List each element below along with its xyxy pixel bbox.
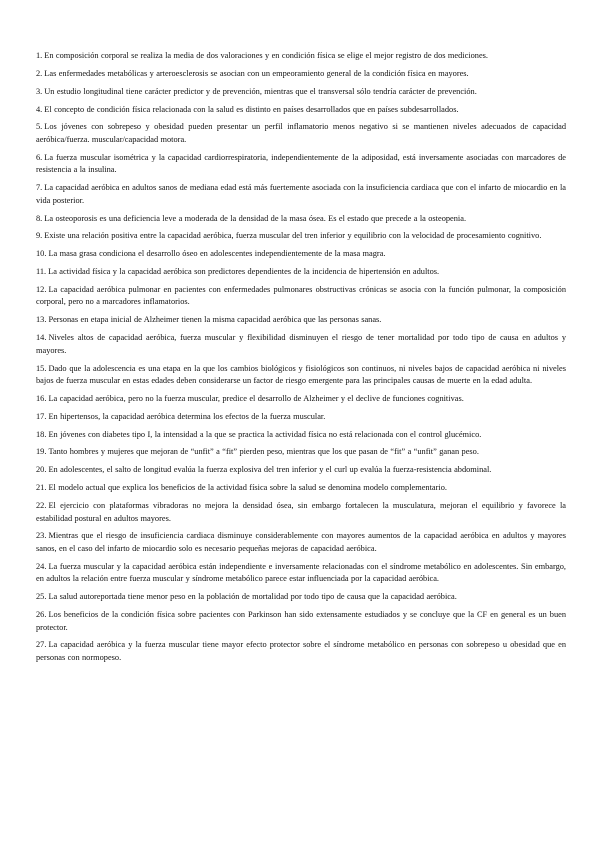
item-number: 10.: [36, 249, 47, 259]
item-number: 5.: [36, 122, 43, 132]
item-number: 19.: [36, 447, 47, 457]
list-item: [36, 213, 566, 226]
item-text: La osteoporosis es una deficiencia leve a moderada de la densidad de la masa ósea. Es el estado que precede a la osteopenia.: [44, 213, 467, 223]
item-number: 4.: [36, 104, 43, 114]
item-number: 16.: [36, 393, 47, 403]
list-item: [36, 152, 566, 177]
item-text: El concepto de condición física relacionada con la salud es distinto en países desarrollados que en países subdesarrollados.: [44, 104, 459, 114]
item-text: La fuerza muscular isométrica y la capacidad cardiorrespiratoria, independientemente de la adiposidad, está inversamente asociadas con marcadores de resistencia a la insulina.: [36, 152, 566, 175]
item-text: Personas en etapa inicial de Alzheimer tienen la misma capacidad aeróbica que las personas sanas.: [48, 315, 382, 325]
list-item: [36, 314, 566, 327]
list-item: [36, 332, 566, 357]
item-number: 20.: [36, 465, 47, 475]
list-item: [36, 464, 566, 477]
statement-list: [36, 50, 566, 665]
list-item: [36, 591, 566, 604]
item-text: La masa grasa condiciona el desarrollo óseo en adolescentes independientemente de la masa magra.: [48, 249, 386, 259]
list-item: [36, 230, 566, 243]
item-text: En composición corporal se realiza la media de dos valoraciones y en condición física se elige el mejor registro de dos mediciones.: [44, 51, 488, 60]
item-number: 26.: [36, 610, 47, 620]
list-item: [36, 411, 566, 424]
item-text: Existe una relación positiva entre la capacidad aeróbica, fuerza muscular del tren inferior y equilibrio con la velocidad de procesamiento cognitivo.: [44, 231, 542, 241]
item-number: 8.: [36, 213, 43, 223]
list-item: [36, 68, 566, 81]
item-number: 15.: [36, 363, 47, 373]
item-number: 12.: [36, 284, 47, 294]
item-text: La fuerza muscular y la capacidad aeróbica están independiente e inversamente relacionadas con el síndrome metabólico en adolescentes. Sin embargo, en adultos la relación entre fuerza muscular y síndrome metabólico parece estar influenciada por la capacidad aeróbica.: [36, 561, 566, 584]
item-number: 22.: [36, 501, 47, 510]
list-item: [36, 363, 566, 388]
list-item: [36, 446, 566, 459]
item-number: 14.: [36, 333, 47, 343]
item-number: 6.: [36, 152, 43, 162]
list-item: [36, 561, 566, 586]
list-item: [36, 429, 566, 442]
item-text: La capacidad aeróbica pulmonar en pacientes con enfermedades pulmonares obstructivas crónicas se asocia con la función pulmonar, la composición corporal, pero no a marcadores inflamatorios.: [36, 284, 566, 307]
item-text: Mientras que el riesgo de insuficiencia cardiaca disminuye considerablemente con mayores aumentos de la capacidad aeróbica en adultos y mayores sanos, en el caso del infarto de miocardio solo es necesario pequeñas mejoras de capacidad aeróbica.: [36, 531, 566, 553]
list-item: [36, 121, 566, 146]
item-text: Los jóvenes con sobrepeso y obesidad pueden presentar un perfil inflamatorio menos negativo si se mantienen niveles adecuados de capacidad aeróbica/fuerza. muscular/capacidad motora.: [36, 122, 566, 144]
item-number: 25.: [36, 592, 47, 602]
item-number: 1.: [36, 51, 43, 60]
item-text: La capacidad aeróbica, pero no la fuerza muscular, predice el desarrollo de Alzheimer y el declive de funciones cognitivas.: [48, 393, 464, 403]
item-number: 11.: [36, 267, 47, 277]
list-item: [36, 530, 566, 555]
item-text: El modelo actual que explica los beneficios de la actividad física sobre la salud se denomina modelo complementario.: [48, 483, 447, 493]
list-item: [36, 182, 566, 207]
list-item: [36, 500, 566, 525]
item-text: Un estudio longitudinal tiene carácter predictor y de prevención, mientras que el transversal sólo tendría carácter de prevención.: [44, 86, 477, 96]
item-text: El ejercicio con plataformas vibradoras no mejora la densidad ósea, sin embargo fortalecen la musculatura, mejoran el equilibrio y favorece la estabilidad postural en adultos mayores.: [36, 501, 566, 523]
list-item: [36, 248, 566, 261]
item-text: En jóvenes con diabetes tipo I, la intensidad a la que se practica la actividad física no está relacionada con el control glucémico.: [48, 429, 482, 439]
item-number: 7.: [36, 183, 43, 193]
list-item: [36, 609, 566, 634]
list-item: [36, 393, 566, 406]
item-text: La actividad física y la capacidad aeróbica son predictores dependientes de la incidencia de hipertensión en adultos.: [48, 267, 440, 277]
item-text: Los beneficios de la condición física sobre pacientes con Parkinson han sido extensamente estudiados y se concluye que la CF en general es un buen protector.: [36, 610, 566, 632]
list-item: [36, 266, 566, 279]
item-number: 27.: [36, 640, 47, 650]
list-item: [36, 50, 566, 63]
item-number: 3.: [36, 86, 43, 96]
item-number: 13.: [36, 315, 47, 325]
list-item: [36, 284, 566, 309]
item-text: En hipertensos, la capacidad aeróbica determina los efectos de la fuerza muscular.: [48, 411, 326, 421]
item-text: Tanto hombres y mujeres que mejoran de “unfit” a “fit” pierden peso, mientras que los que pasan de “fit” a “unfit” ganan peso.: [48, 447, 479, 457]
item-text: Dado que la adolescencia es una etapa en la que los cambios biológicos y fisiológicos son continuos, ni niveles bajos de capacidad aeróbica ni niveles bajos de fuerza muscular en estas edades deben considerarse un factor de riesgo emergente para las principales causas de muerte en la edad adulta.: [36, 363, 566, 386]
list-item: [36, 104, 566, 117]
list-item: [36, 639, 566, 664]
item-text: Las enfermedades metabólicas y arteroesclerosis se asocian con un empeoramiento general de la condición física en mayores.: [44, 68, 469, 78]
item-number: 9.: [36, 231, 43, 241]
item-number: 17.: [36, 411, 47, 421]
item-number: 24.: [36, 561, 47, 571]
item-text: Niveles altos de capacidad aeróbica, fuerza muscular y flexibilidad disminuyen el riesgo de tener mortalidad por todo tipo de causa en adultos y mayores.: [36, 333, 566, 355]
item-number: 23.: [36, 531, 47, 541]
item-text: La capacidad aeróbica en adultos sanos de mediana edad está más fuertemente asociada con la insuficiencia cardiaca que con el infarto de miocardio en la vida posterior.: [36, 183, 566, 205]
item-number: 2.: [36, 68, 43, 78]
list-item: [36, 482, 566, 495]
item-text: La capacidad aeróbica y la fuerza muscular tiene mayor efecto protector sobre el síndrome metabólico en personas con sobrepeso u obesidad que en personas con normopeso.: [36, 640, 566, 662]
item-text: En adolescentes, el salto de longitud evalúa la fuerza explosiva del tren inferior y el curl up evalúa la fuerza-resistencia abdominal.: [48, 465, 492, 475]
item-text: La salud autoreportada tiene menor peso en la población de mortalidad por todo tipo de causa que la capacidad aeróbica.: [48, 592, 457, 602]
list-item: [36, 86, 566, 99]
item-number: 18.: [36, 429, 47, 439]
item-number: 21.: [36, 483, 47, 493]
